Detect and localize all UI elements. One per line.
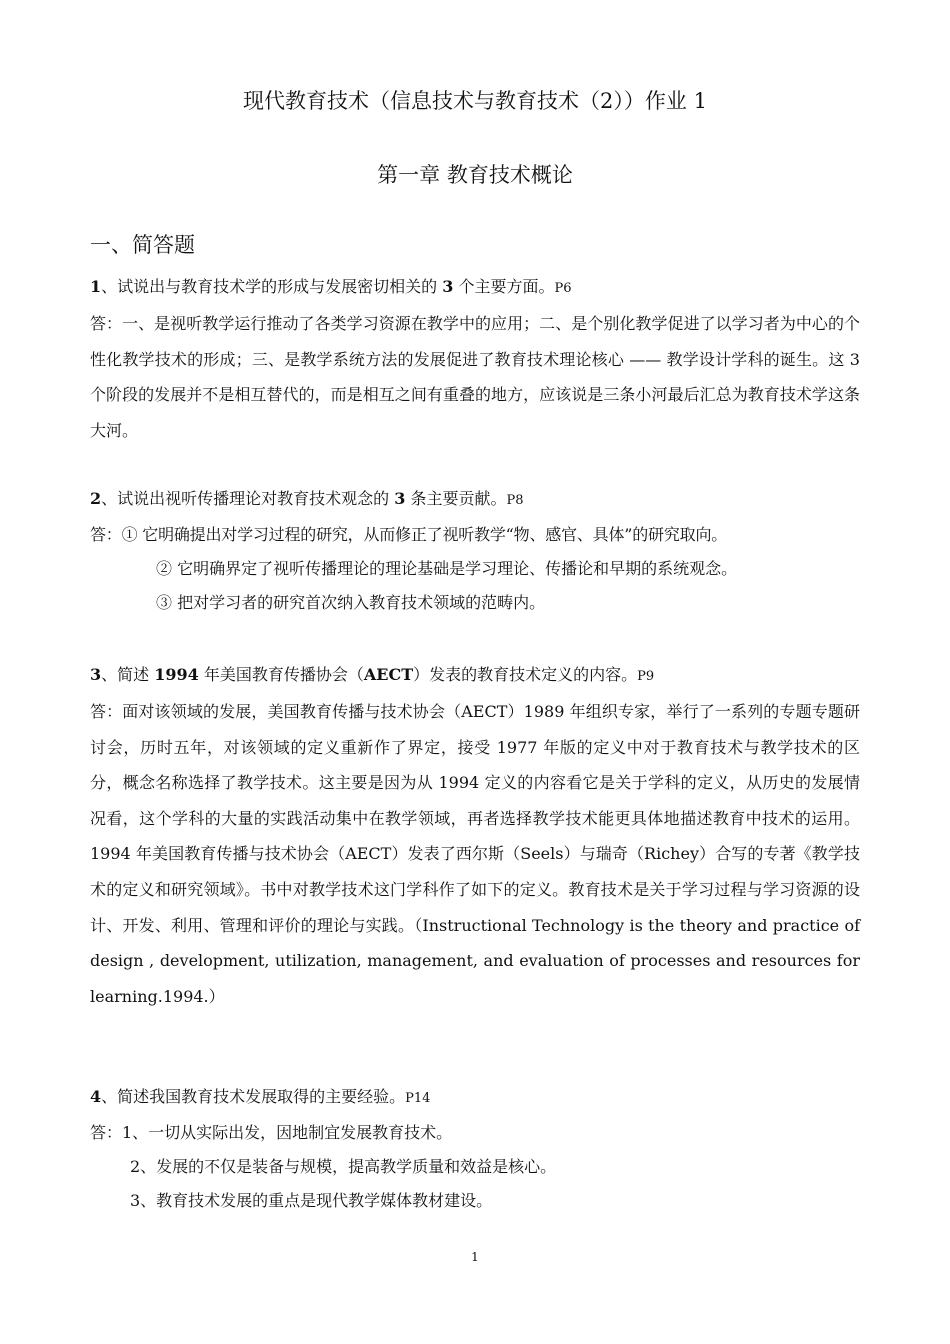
question-4-text: 4、简述我国教育技术发展取得的主要经验。P14 (90, 1087, 431, 1106)
question-3 (90, 658, 860, 1014)
page-reference: P14 (405, 1091, 431, 1106)
document-title: 现代教育技术（信息技术与教育技术（2））作业 1 (243, 89, 707, 113)
page-reference: P9 (637, 669, 655, 684)
page-number: 1 (471, 1250, 479, 1264)
answer-4-item-2: 2、发展的不仅是装备与规模，提高教学质量和效益是核心。 (130, 1157, 557, 1176)
page-reference: P6 (554, 281, 572, 296)
question-1-text: 1、试说出与教育技术学的形成与发展密切相关的 3 个主要方面。P6 (90, 277, 572, 296)
answer-4-item-3: 3、教育技术发展的重点是现代教学媒体教材建设。 (130, 1191, 493, 1210)
chapter-title: 第一章 教育技术概论 (377, 163, 573, 187)
answer-4-item-1: 答：1、一切从实际出发，因地制宜发展教育技术。 (90, 1123, 453, 1142)
answer-2-item-2: ② 它明确界定了视听传播理论的理论基础是学习理论、传播论和早期的系统观念。 (156, 559, 738, 578)
section-heading: 一、简答题 (90, 233, 195, 257)
question-2-text: 2、试说出视听传播理论对教育技术观念的 3 条主要贡献。P8 (90, 489, 524, 508)
question-3-text: 3、简述 1994 年美国教育传播协会（AECT）发表的教育技术定义的内容。P9 (90, 665, 655, 684)
question-2 (90, 482, 860, 620)
question-4 (90, 1080, 860, 1218)
answer-2-item-1: 答：① 它明确提出对学习过程的研究，从而修正了视听教学“物、感官、具体”的研究取向。 (90, 525, 728, 544)
answer-1: 答：一、是视听教学运行推动了各类学习资源在教学中的应用；二、是个别化教学促进了以学习者为中心的个性化教学技术的形成；三、是教学系统方法的发展促进了教育技术理论核心 —— 教学设计学科的诞生。这 3 个阶段的发展并不是相互替代的，而是相互之间有重叠的地方，应该说是三条小河最后汇总为教育技术学这条大河。 (90, 314, 860, 440)
answer-2-item-3: ③ 把对学习者的研究首次纳入教育技术领域的范畴内。 (156, 593, 546, 612)
question-1 (90, 270, 860, 448)
page-reference: P8 (506, 493, 524, 508)
answer-3: 答：面对该领域的发展，美国教育传播与技术协会（AECT）1989 年组织专家，举行了一系列的专题专题研讨会，历时五年，对该领域的定义重新作了界定，接受 1977 年版的定义中对于教育技术与教学技术的区分，概念名称选择了教学技术。这主要是因为从 1994 定义的内容看它是关于学科的定义，从历史的发展情况看，这个学科的大量的实践活动集中在教学领域，再者选择教学技术能更具体地描述教育中技术的运用。1994 年美国教育传播与技术协会（AECT）发表了西尔斯（Seels）与瑞奇（Richey）合写的专著《教学技术的定义和研究领域》。书中对教学技术这门学科作了如下的定义。教育技术是关于学习过程与学习资源的设计、开发、利用、管理和评价的理论与实践。（Instructional Technology is the theory and practice of design , development, utilization, management, and evaluation of processes and resources for learning.1994.） (90, 702, 860, 1006)
